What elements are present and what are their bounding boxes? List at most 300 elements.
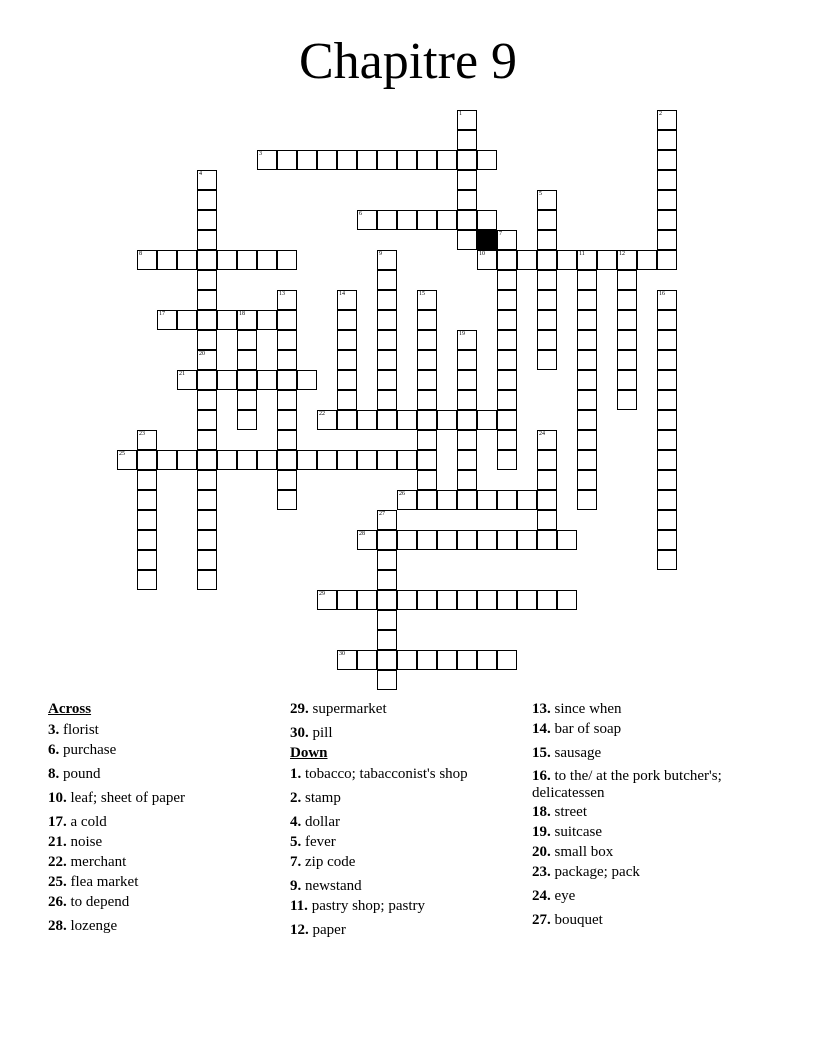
grid-cell[interactable] — [657, 110, 677, 130]
clue-down-15: 15. sausage — [532, 745, 602, 761]
grid-cell[interactable] — [377, 390, 397, 410]
grid-cell[interactable] — [257, 250, 277, 270]
grid-cell[interactable] — [277, 390, 297, 410]
grid-cell[interactable] — [277, 330, 297, 350]
grid-cell[interactable] — [537, 470, 557, 490]
grid-cell[interactable] — [357, 210, 377, 230]
grid-cell[interactable] — [657, 350, 677, 370]
clue-across-21: 21. noise — [48, 834, 103, 850]
grid-cell[interactable] — [177, 250, 197, 270]
grid-cell[interactable] — [197, 330, 217, 350]
grid-cell[interactable] — [277, 250, 297, 270]
grid-cell[interactable] — [657, 530, 677, 550]
grid-cell[interactable] — [437, 590, 457, 610]
grid-cell[interactable] — [577, 290, 597, 310]
grid-cell[interactable] — [377, 510, 397, 530]
grid-cell[interactable] — [457, 470, 477, 490]
grid-cell[interactable] — [237, 450, 257, 470]
grid-cell[interactable] — [197, 350, 217, 370]
grid-cell[interactable] — [317, 590, 337, 610]
grid-cell[interactable] — [197, 170, 217, 190]
clue-down-27: 27. bouquet — [532, 912, 603, 928]
grid-cell[interactable] — [497, 530, 517, 550]
grid-cell[interactable] — [177, 450, 197, 470]
grid-cell[interactable] — [417, 330, 437, 350]
grid-cell[interactable] — [197, 470, 217, 490]
grid-cell[interactable] — [397, 150, 417, 170]
grid-cell[interactable] — [397, 590, 417, 610]
grid-cell[interactable] — [457, 590, 477, 610]
grid-cell[interactable] — [417, 650, 437, 670]
grid-cell[interactable] — [657, 310, 677, 330]
cell-number: 26 — [399, 491, 405, 497]
cell-number: 11 — [579, 251, 585, 257]
grid-cell[interactable] — [277, 490, 297, 510]
grid-cell[interactable] — [277, 150, 297, 170]
cell-number: 13 — [279, 291, 285, 297]
grid-cell[interactable] — [217, 250, 237, 270]
cell-number: 20 — [199, 351, 205, 357]
grid-cell[interactable] — [537, 290, 557, 310]
grid-cell[interactable] — [417, 530, 437, 550]
cell-number: 9 — [379, 251, 382, 257]
grid-cell[interactable] — [377, 210, 397, 230]
grid-cell[interactable] — [277, 470, 297, 490]
grid-cell[interactable] — [537, 250, 557, 270]
grid-cell[interactable] — [657, 190, 677, 210]
grid-cell[interactable] — [457, 110, 477, 130]
cell-number: 24 — [539, 431, 545, 437]
grid-cell[interactable] — [457, 170, 477, 190]
grid-cell[interactable] — [437, 150, 457, 170]
grid-cell[interactable] — [137, 470, 157, 490]
grid-cell[interactable] — [237, 350, 257, 370]
grid-cell[interactable] — [417, 450, 437, 470]
grid-cell[interactable] — [497, 450, 517, 470]
grid-cell[interactable] — [157, 250, 177, 270]
grid-cell[interactable] — [377, 670, 397, 690]
grid-cell[interactable] — [237, 370, 257, 390]
grid-cell[interactable] — [377, 250, 397, 270]
grid-cell[interactable] — [457, 450, 477, 470]
grid-cell[interactable] — [397, 650, 417, 670]
grid-cell[interactable] — [617, 290, 637, 310]
clue-across-3: 3. florist — [48, 722, 99, 738]
cell-number: 21 — [179, 371, 185, 377]
grid-cell[interactable] — [337, 410, 357, 430]
grid-cell[interactable] — [137, 570, 157, 590]
grid-cell[interactable] — [437, 490, 457, 510]
grid-cell[interactable] — [277, 290, 297, 310]
grid-cell[interactable] — [257, 310, 277, 330]
clue-down-9: 9. newstand — [290, 878, 362, 894]
grid-cell[interactable] — [197, 430, 217, 450]
grid-cell[interactable] — [457, 370, 477, 390]
grid-cell[interactable] — [617, 310, 637, 330]
grid-cell[interactable] — [617, 250, 637, 270]
grid-cell[interactable] — [397, 210, 417, 230]
grid-cell[interactable] — [317, 410, 337, 430]
grid-cell[interactable] — [137, 430, 157, 450]
grid-cell[interactable] — [497, 650, 517, 670]
grid-cell[interactable] — [117, 450, 137, 470]
cell-number: 6 — [359, 211, 362, 217]
grid-cell[interactable] — [517, 490, 537, 510]
grid-cell[interactable] — [477, 210, 497, 230]
clue-down-11: 11. pastry shop; pastry — [290, 898, 426, 914]
grid-cell[interactable] — [457, 150, 477, 170]
grid-cell[interactable] — [457, 190, 477, 210]
grid-cell[interactable] — [537, 490, 557, 510]
grid-cell[interactable] — [497, 350, 517, 370]
grid-cell[interactable] — [657, 210, 677, 230]
grid-cell[interactable] — [497, 270, 517, 290]
grid-cell[interactable] — [577, 390, 597, 410]
grid-cell[interactable] — [197, 310, 217, 330]
clue-across-25: 25. flea market — [48, 874, 139, 890]
clues-column-2 — [290, 700, 530, 941]
grid-cell[interactable] — [197, 570, 217, 590]
grid-cell[interactable] — [657, 290, 677, 310]
cell-number: 7 — [499, 231, 502, 237]
grid-cell[interactable] — [157, 450, 177, 470]
clue-across-22: 22. merchant — [48, 854, 127, 870]
grid-cell[interactable] — [237, 310, 257, 330]
grid-cell[interactable] — [237, 330, 257, 350]
grid-cell[interactable] — [357, 530, 377, 550]
grid-cell[interactable] — [277, 410, 297, 430]
grid-cell[interactable] — [377, 270, 397, 290]
grid-cell[interactable] — [197, 250, 217, 270]
clue-across-10: 10. leaf; sheet of paper — [48, 790, 186, 806]
grid-cell[interactable] — [577, 330, 597, 350]
grid-cell[interactable] — [577, 350, 597, 370]
grid-cell[interactable] — [317, 450, 337, 470]
black-square — [477, 230, 497, 250]
grid-cell[interactable] — [377, 590, 397, 610]
grid-cell[interactable] — [517, 590, 537, 610]
grid-cell[interactable] — [377, 150, 397, 170]
clue-across-17: 17. a cold — [48, 814, 107, 830]
cell-number: 27 — [379, 511, 385, 517]
grid-cell[interactable] — [337, 390, 357, 410]
grid-cell[interactable] — [177, 370, 197, 390]
grid-cell[interactable] — [657, 550, 677, 570]
grid-cell[interactable] — [657, 490, 677, 510]
grid-cell[interactable] — [577, 410, 597, 430]
grid-cell[interactable] — [577, 250, 597, 270]
grid-cell[interactable] — [417, 210, 437, 230]
cell-number: 29 — [319, 591, 325, 597]
cell-number: 4 — [199, 171, 202, 177]
grid-cell[interactable] — [337, 310, 357, 330]
grid-cell[interactable] — [397, 450, 417, 470]
cell-number: 10 — [479, 251, 485, 257]
grid-cell[interactable] — [397, 530, 417, 550]
grid-cell[interactable] — [457, 330, 477, 350]
cell-number: 12 — [619, 251, 625, 257]
grid-cell[interactable] — [497, 370, 517, 390]
grid-cell[interactable] — [437, 650, 457, 670]
grid-cell[interactable] — [417, 430, 437, 450]
grid-cell[interactable] — [337, 590, 357, 610]
grid-cell[interactable] — [637, 250, 657, 270]
grid-cell[interactable] — [537, 530, 557, 550]
grid-cell[interactable] — [537, 270, 557, 290]
grid-cell[interactable] — [537, 190, 557, 210]
grid-cell[interactable] — [177, 310, 197, 330]
grid-cell[interactable] — [277, 350, 297, 370]
grid-cell[interactable] — [497, 230, 517, 250]
grid-cell[interactable] — [197, 290, 217, 310]
grid-cell[interactable] — [617, 370, 637, 390]
grid-cell[interactable] — [477, 490, 497, 510]
grid-cell[interactable] — [497, 490, 517, 510]
cell-number: 2 — [659, 111, 662, 117]
grid-cell[interactable] — [457, 650, 477, 670]
grid-cell[interactable] — [657, 130, 677, 150]
grid-cell[interactable] — [337, 330, 357, 350]
grid-cell[interactable] — [657, 390, 677, 410]
grid-cell[interactable] — [217, 310, 237, 330]
clue-across-8: 8. pound — [48, 766, 101, 782]
grid-cell[interactable] — [337, 150, 357, 170]
clue-down-24: 24. eye — [532, 888, 576, 904]
grid-cell[interactable] — [517, 250, 537, 270]
grid-cell[interactable] — [657, 510, 677, 530]
grid-cell[interactable] — [537, 590, 557, 610]
grid-cell[interactable] — [557, 250, 577, 270]
grid-cell[interactable] — [457, 350, 477, 370]
grid-cell[interactable] — [537, 210, 557, 230]
grid-cell[interactable] — [377, 370, 397, 390]
cell-number: 23 — [139, 431, 145, 437]
grid-cell[interactable] — [477, 410, 497, 430]
grid-cell[interactable] — [197, 370, 217, 390]
grid-cell[interactable] — [137, 550, 157, 570]
grid-cell[interactable] — [417, 370, 437, 390]
grid-cell[interactable] — [457, 130, 477, 150]
grid-cell[interactable] — [377, 650, 397, 670]
grid-cell[interactable] — [477, 150, 497, 170]
grid-cell[interactable] — [197, 270, 217, 290]
grid-cell[interactable] — [397, 490, 417, 510]
grid-cell[interactable] — [217, 370, 237, 390]
grid-cell[interactable] — [337, 350, 357, 370]
grid-cell[interactable] — [537, 310, 557, 330]
grid-cell[interactable] — [657, 450, 677, 470]
grid-cell[interactable] — [237, 410, 257, 430]
grid-cell[interactable] — [557, 530, 577, 550]
grid-cell[interactable] — [137, 510, 157, 530]
grid-cell[interactable] — [377, 410, 397, 430]
grid-cell[interactable] — [377, 550, 397, 570]
grid-cell[interactable] — [197, 550, 217, 570]
grid-cell[interactable] — [497, 330, 517, 350]
grid-cell[interactable] — [657, 330, 677, 350]
grid-cell[interactable] — [657, 150, 677, 170]
grid-cell[interactable] — [437, 530, 457, 550]
grid-cell[interactable] — [497, 390, 517, 410]
grid-cell[interactable] — [417, 490, 437, 510]
grid-cell[interactable] — [577, 470, 597, 490]
grid-cell[interactable] — [377, 350, 397, 370]
grid-cell[interactable] — [657, 250, 677, 270]
grid-cell[interactable] — [657, 230, 677, 250]
grid-cell[interactable] — [577, 270, 597, 290]
grid-cell[interactable] — [377, 570, 397, 590]
grid-cell[interactable] — [437, 210, 457, 230]
grid-cell[interactable] — [537, 450, 557, 470]
down-heading: Down — [290, 745, 328, 761]
grid-cell[interactable] — [477, 650, 497, 670]
grid-cell[interactable] — [377, 630, 397, 650]
grid-cell[interactable] — [357, 410, 377, 430]
grid-cell[interactable] — [557, 590, 577, 610]
grid-cell[interactable] — [257, 450, 277, 470]
grid-cell[interactable] — [337, 290, 357, 310]
grid-cell[interactable] — [477, 590, 497, 610]
grid-cell[interactable] — [457, 530, 477, 550]
grid-cell[interactable] — [397, 410, 417, 430]
grid-cell[interactable] — [537, 330, 557, 350]
grid-cell[interactable] — [377, 290, 397, 310]
grid-cell[interactable] — [257, 150, 277, 170]
grid-cell[interactable] — [477, 250, 497, 270]
clue-across-6: 6. purchase — [48, 742, 117, 758]
grid-cell[interactable] — [457, 230, 477, 250]
grid-cell[interactable] — [297, 370, 317, 390]
grid-cell[interactable] — [457, 210, 477, 230]
clue-down-4: 4. dollar — [290, 814, 340, 830]
grid-cell[interactable] — [617, 330, 637, 350]
grid-cell[interactable] — [417, 150, 437, 170]
grid-cell[interactable] — [497, 410, 517, 430]
grid-cell[interactable] — [497, 250, 517, 270]
grid-cell[interactable] — [197, 390, 217, 410]
grid-cell[interactable] — [417, 290, 437, 310]
grid-cell[interactable] — [617, 350, 637, 370]
grid-cell[interactable] — [357, 590, 377, 610]
grid-cell[interactable] — [197, 510, 217, 530]
grid-cell[interactable] — [577, 450, 597, 470]
grid-cell[interactable] — [357, 650, 377, 670]
grid-cell[interactable] — [537, 230, 557, 250]
grid-cell[interactable] — [337, 370, 357, 390]
grid-cell[interactable] — [377, 310, 397, 330]
grid-cell[interactable] — [457, 430, 477, 450]
grid-cell[interactable] — [157, 310, 177, 330]
grid-cell[interactable] — [477, 530, 497, 550]
grid-cell[interactable] — [497, 290, 517, 310]
grid-cell[interactable] — [277, 450, 297, 470]
clue-down-14: 14. bar of soap — [532, 721, 622, 737]
grid-cell[interactable] — [297, 450, 317, 470]
grid-cell[interactable] — [197, 530, 217, 550]
grid-cell[interactable] — [417, 590, 437, 610]
grid-cell[interactable] — [457, 390, 477, 410]
grid-cell[interactable] — [377, 450, 397, 470]
clue-down-12: 12. paper — [290, 922, 346, 938]
grid-cell[interactable] — [277, 370, 297, 390]
grid-cell[interactable] — [537, 350, 557, 370]
grid-cell[interactable] — [457, 490, 477, 510]
grid-cell[interactable] — [457, 410, 477, 430]
grid-cell[interactable] — [417, 350, 437, 370]
grid-cell[interactable] — [657, 170, 677, 190]
grid-cell[interactable] — [357, 150, 377, 170]
grid-cell[interactable] — [337, 450, 357, 470]
grid-cell[interactable] — [497, 590, 517, 610]
grid-cell[interactable] — [237, 390, 257, 410]
grid-cell[interactable] — [277, 310, 297, 330]
clues-column-1 — [48, 700, 288, 937]
grid-cell[interactable] — [517, 530, 537, 550]
grid-cell[interactable] — [577, 430, 597, 450]
grid-cell[interactable] — [217, 450, 237, 470]
grid-cell[interactable] — [277, 430, 297, 450]
grid-cell[interactable] — [657, 410, 677, 430]
grid-cell[interactable] — [657, 470, 677, 490]
grid-cell[interactable] — [417, 470, 437, 490]
grid-cell[interactable] — [657, 430, 677, 450]
grid-cell[interactable] — [657, 370, 677, 390]
grid-cell[interactable] — [497, 310, 517, 330]
grid-cell[interactable] — [297, 150, 317, 170]
grid-cell[interactable] — [617, 390, 637, 410]
grid-cell[interactable] — [597, 250, 617, 270]
cell-number: 8 — [139, 251, 142, 257]
grid-cell[interactable] — [197, 450, 217, 470]
grid-cell[interactable] — [617, 270, 637, 290]
grid-cell[interactable] — [197, 190, 217, 210]
grid-cell[interactable] — [417, 390, 437, 410]
grid-cell[interactable] — [137, 490, 157, 510]
grid-cell[interactable] — [197, 410, 217, 430]
grid-cell[interactable] — [197, 210, 217, 230]
grid-cell[interactable] — [377, 530, 397, 550]
grid-cell[interactable] — [197, 490, 217, 510]
grid-cell[interactable] — [337, 650, 357, 670]
clue-down-5: 5. fever — [290, 834, 336, 850]
grid-cell[interactable] — [417, 410, 437, 430]
grid-cell[interactable] — [577, 310, 597, 330]
grid-cell[interactable] — [137, 450, 157, 470]
grid-cell[interactable] — [497, 430, 517, 450]
cell-number: 25 — [119, 451, 125, 457]
grid-cell[interactable] — [577, 490, 597, 510]
grid-cell[interactable] — [137, 530, 157, 550]
grid-cell[interactable] — [137, 250, 157, 270]
grid-cell[interactable] — [377, 610, 397, 630]
grid-cell[interactable] — [197, 230, 217, 250]
cell-number: 19 — [459, 331, 465, 337]
grid-cell[interactable] — [437, 410, 457, 430]
grid-cell[interactable] — [537, 510, 557, 530]
grid-cell[interactable] — [257, 370, 277, 390]
grid-cell[interactable] — [417, 310, 437, 330]
grid-cell[interactable] — [377, 330, 397, 350]
clue-down-1: 1. tobacco; tabacconist's shop — [290, 766, 468, 782]
clue-down-13: 13. since when — [532, 701, 622, 717]
grid-cell[interactable] — [537, 430, 557, 450]
grid-cell[interactable] — [317, 150, 337, 170]
grid-cell[interactable] — [237, 250, 257, 270]
grid-cell[interactable] — [357, 450, 377, 470]
cell-number: 15 — [419, 291, 425, 297]
grid-cell[interactable] — [577, 370, 597, 390]
cell-number: 1 — [459, 111, 462, 117]
